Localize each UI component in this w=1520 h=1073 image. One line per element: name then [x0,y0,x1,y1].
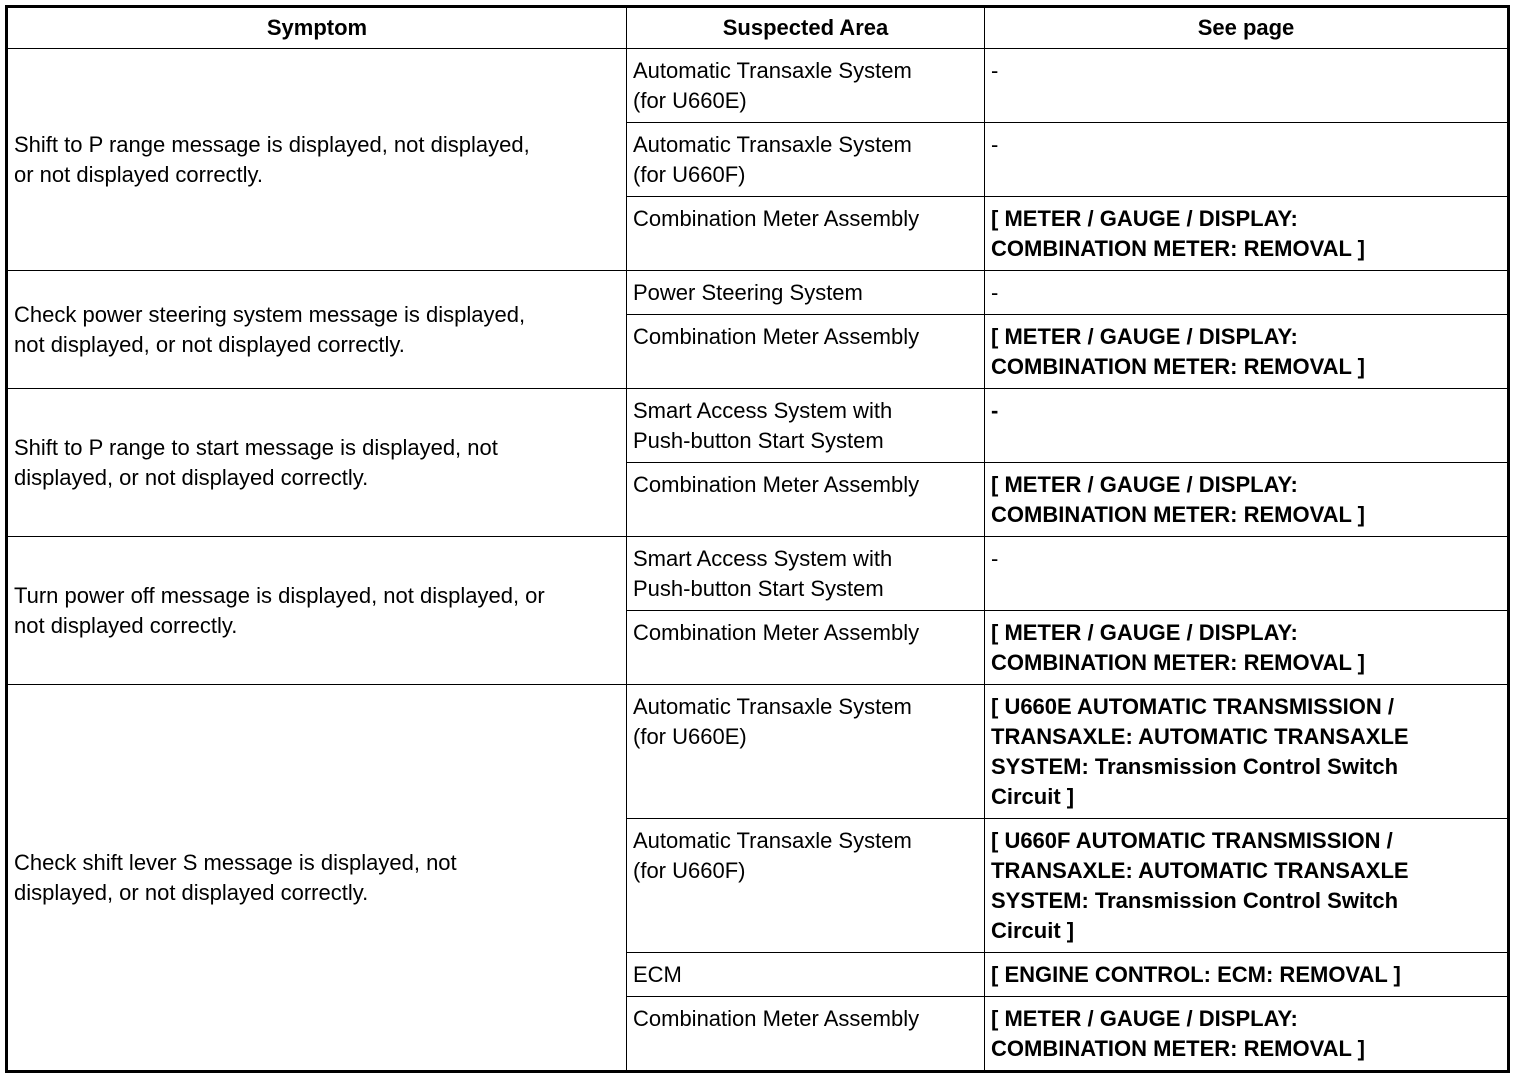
see-page-link[interactable]: [ U660F AUTOMATIC TRANSMISSION / TRANSAXLE: AUTOMATIC TRANSAXLE SYSTEM: Transmission Control Switch Circuit ] [985,819,1509,953]
suspected-area-cell: Automatic Transaxle System (for U660E) [627,685,985,819]
suspected-area-cell: Smart Access System with Push-button Start System [627,537,985,611]
table-row [7,389,1509,463]
header-row [7,7,1509,49]
suspected-area-cell: Automatic Transaxle System (for U660F) [627,819,985,953]
header-symptom: Symptom [7,7,627,49]
suspected-area-cell: Power Steering System [627,271,985,315]
see-page-link[interactable]: [ METER / GAUGE / DISPLAY: COMBINATION METER: REMOVAL ] [985,463,1509,537]
table-row [7,537,1509,611]
see-page-cell: - [985,537,1509,611]
see-page-link[interactable]: [ METER / GAUGE / DISPLAY: COMBINATION METER: REMOVAL ] [985,315,1509,389]
see-page-link[interactable]: [ METER / GAUGE / DISPLAY: COMBINATION METER: REMOVAL ] [985,611,1509,685]
symptom-cell: Check shift lever S message is displayed, not displayed, or not displayed correctly. [7,685,627,1072]
see-page-link[interactable]: [ U660E AUTOMATIC TRANSMISSION / TRANSAXLE: AUTOMATIC TRANSAXLE SYSTEM: Transmission Control Switch Circuit ] [985,685,1509,819]
suspected-area-cell: Combination Meter Assembly [627,197,985,271]
header-suspected-area: Suspected Area [627,7,985,49]
see-page-cell: - [985,271,1509,315]
suspected-area-cell: Automatic Transaxle System (for U660E) [627,49,985,123]
table-row [7,49,1509,123]
symptom-cell: Turn power off message is displayed, not displayed, or not displayed correctly. [7,537,627,685]
see-page-cell: - [985,389,1509,463]
symptom-cell: Check power steering system message is displayed, not displayed, or not displayed correctly. [7,271,627,389]
symptom-table [5,5,1510,1073]
header-see-page: See page [985,7,1509,49]
table-row [7,685,1509,819]
suspected-area-cell: ECM [627,953,985,997]
symptom-cell: Shift to P range to start message is displayed, not displayed, or not displayed correctly. [7,389,627,537]
table-row [7,271,1509,315]
diagnostic-table-container [5,5,1510,1073]
symptom-cell: Shift to P range message is displayed, not displayed, or not displayed correctly. [7,49,627,271]
suspected-area-cell: Automatic Transaxle System (for U660F) [627,123,985,197]
see-page-cell: - [985,49,1509,123]
see-page-link[interactable]: [ METER / GAUGE / DISPLAY: COMBINATION METER: REMOVAL ] [985,197,1509,271]
suspected-area-cell: Combination Meter Assembly [627,463,985,537]
suspected-area-cell: Combination Meter Assembly [627,997,985,1072]
suspected-area-cell: Combination Meter Assembly [627,611,985,685]
see-page-link[interactable]: [ ENGINE CONTROL: ECM: REMOVAL ] [985,953,1509,997]
suspected-area-cell: Smart Access System with Push-button Start System [627,389,985,463]
see-page-link[interactable]: [ METER / GAUGE / DISPLAY: COMBINATION METER: REMOVAL ] [985,997,1509,1072]
see-page-cell: - [985,123,1509,197]
suspected-area-cell: Combination Meter Assembly [627,315,985,389]
